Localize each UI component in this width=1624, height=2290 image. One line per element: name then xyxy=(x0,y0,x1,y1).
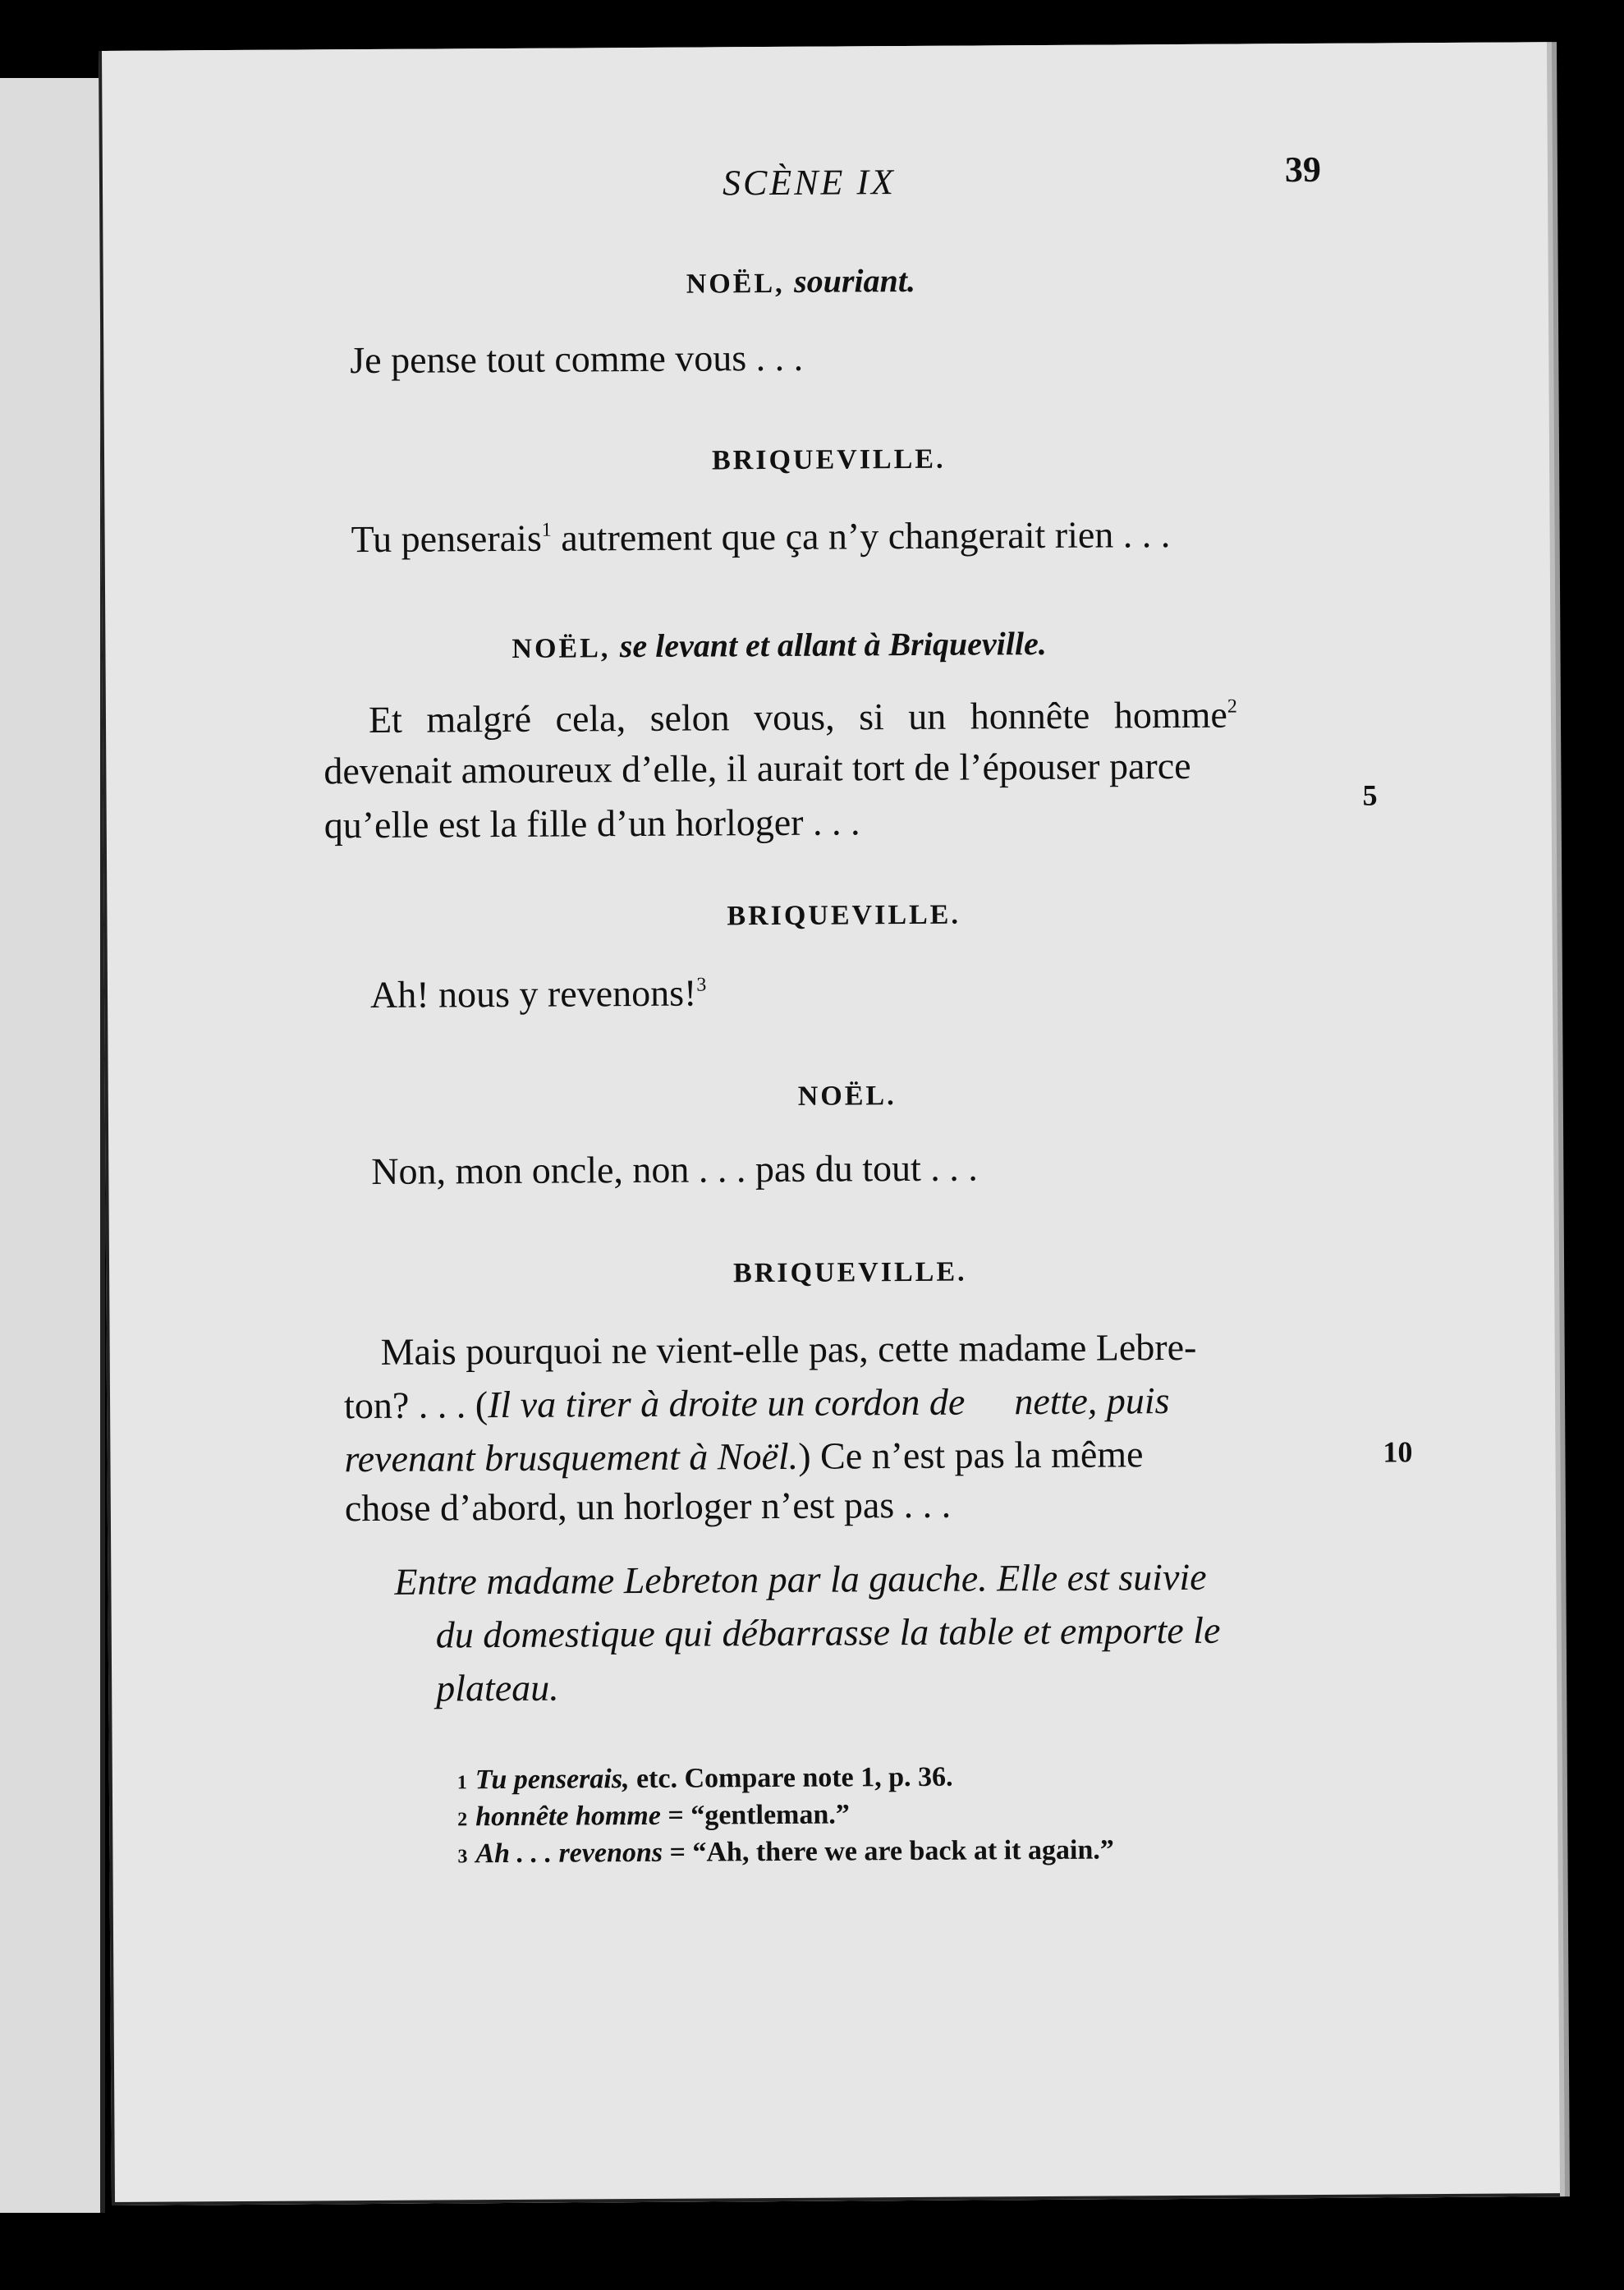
line-number: 10 xyxy=(1383,1435,1413,1469)
speaker-noel: NOËL, souriant. xyxy=(686,261,916,300)
dialogue-line: qu’elle est la fille d’un horloger . . . xyxy=(323,801,860,847)
footnote-ref-3: 3 xyxy=(696,974,707,996)
book-page xyxy=(99,42,1560,2205)
stage-direction: du domestique qui débarrasse la table et emporte le xyxy=(435,1609,1221,1656)
page-number: 39 xyxy=(1284,149,1322,190)
footnote-ref-2: 2 xyxy=(1227,695,1237,718)
speaker-noel: NOËL, se levant et allant à Briqueville. xyxy=(512,624,1047,665)
dialogue-line: Tu penserais$^1$ autrement que ça n’y changerait rien . . . xyxy=(351,513,1171,561)
stage-direction: Entre madame Lebreton par la gauche. Elle est suivie xyxy=(394,1555,1207,1603)
dialogue-line: chose d’abord, un horloger n’est pas . . . xyxy=(344,1483,952,1530)
speaker-briqueville: BRIQUEVILLE. xyxy=(727,899,961,932)
dialogue-line: devenait amoureux d’elle, il aurait tort de l’épouser parce xyxy=(323,744,1191,792)
footnote-3: 3 Ah . . . revenons = “Ah, there we are back at it again.” xyxy=(457,1834,1114,1870)
facing-page-edge xyxy=(0,78,105,2213)
speaker-briqueville: BRIQUEVILLE. xyxy=(711,443,946,476)
running-title: SCÈNE IX xyxy=(722,162,897,204)
footnote-1: 1 Tu penserais, etc. Compare note 1, p. 36. xyxy=(456,1761,953,1796)
speaker-briqueville: BRIQUEVILLE. xyxy=(732,1256,967,1289)
footnote-ref-1: 1 xyxy=(541,519,552,541)
dialogue-line: Ah! nous y revenons!$^3$ xyxy=(369,971,707,1016)
stage-direction: plateau. xyxy=(436,1666,559,1709)
dialogue-line: Je pense tout comme vous . . . xyxy=(350,336,804,382)
scan-background xyxy=(1550,49,1624,2233)
footnote-2: 2 honnête homme = “gentleman.” xyxy=(457,1799,850,1833)
line-number: 5 xyxy=(1362,778,1378,812)
dialogue-line: Et malgré cela, selon vous, si un honnête homme$^2$ xyxy=(368,693,1237,741)
dialogue-line: revenant brusquement à Noël.) Ce n’est pas la même xyxy=(344,1433,1144,1480)
dialogue-line: Mais pourquoi ne vient-elle pas, cette madame Lebre- xyxy=(380,1325,1197,1373)
speaker-noel: NOËL. xyxy=(797,1081,897,1112)
dialogue-line: Non, mon oncle, non . . . pas du tout . . . xyxy=(371,1146,978,1192)
dialogue-line: ton? . . . (Il va tirer à droite un cordon de nette, puis xyxy=(343,1379,1170,1427)
